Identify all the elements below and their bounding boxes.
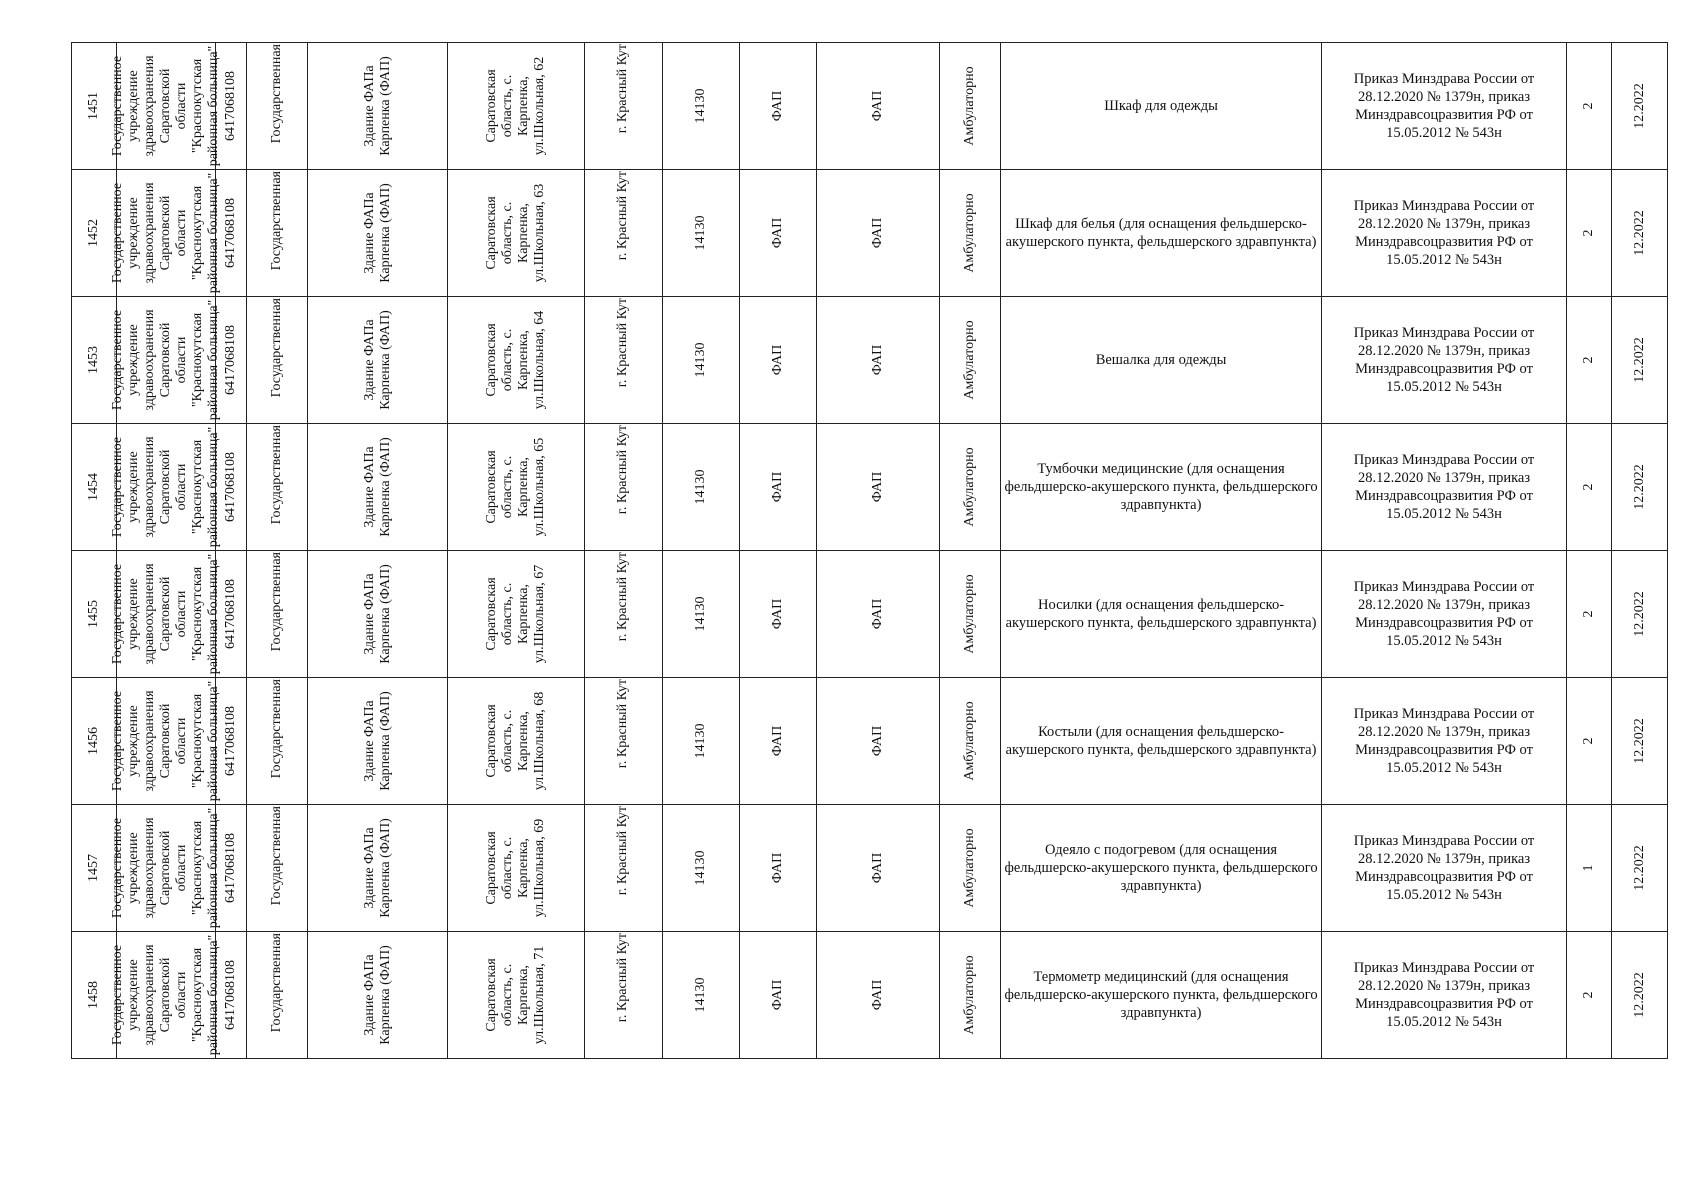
table-row bbox=[72, 43, 1668, 170]
building-cell bbox=[308, 678, 448, 805]
date-cell bbox=[1612, 551, 1668, 678]
subdivision-type-cell-text: ФАП bbox=[870, 471, 886, 503]
address-cell-text: Саратовская область, с. Карпенка, ул.Школьная, 67 bbox=[484, 564, 548, 664]
organization-cell-text: Государственное учреждение здравоохранения Саратовской области "Краснокутская районная больница" bbox=[109, 807, 221, 929]
equipment-name-cell: Носилки (для оснащения фельдшерско-акушерского пункта, фельдшерского здравпункта) bbox=[1000, 551, 1321, 678]
ownership-cell bbox=[247, 424, 308, 551]
address-cell bbox=[447, 551, 584, 678]
code-cell-text: 14130 bbox=[692, 215, 708, 251]
date-cell bbox=[1612, 932, 1668, 1059]
city-cell-text: г. Красный Кут bbox=[615, 44, 631, 134]
facility-type-cell-text: ФАП bbox=[770, 90, 786, 122]
address-cell-text: Саратовская область, с. Карпенка, ул.Школьная, 71 bbox=[484, 945, 548, 1045]
inn-cell-text: 6417068108 bbox=[222, 71, 238, 141]
facility-type-cell bbox=[739, 805, 816, 932]
subdivision-type-cell-text: ФАП bbox=[870, 598, 886, 630]
legal-basis-cell: Приказ Минздрава России от 28.12.2020 № 1379н, приказ Минздравсоцразвития РФ от 15.05.2012 № 543н bbox=[1322, 170, 1567, 297]
row-number-cell-text: 1452 bbox=[86, 219, 102, 247]
table-row bbox=[72, 932, 1668, 1059]
facility-type-cell-text: ФАП bbox=[770, 217, 786, 249]
quantity-cell bbox=[1566, 170, 1611, 297]
date-cell-text: 12.2022 bbox=[1631, 591, 1647, 637]
ownership-cell-text: Государственная bbox=[269, 806, 285, 906]
care-form-cell bbox=[939, 678, 1000, 805]
legal-basis-cell: Приказ Минздрава России от 28.12.2020 № 1379н, приказ Минздравсоцразвития РФ от 15.05.2012 № 543н bbox=[1322, 297, 1567, 424]
facility-type-cell bbox=[739, 424, 816, 551]
care-form-cell bbox=[939, 170, 1000, 297]
organization-cell-text: Государственное учреждение здравоохранения Саратовской области "Краснокутская районная больница" bbox=[109, 426, 221, 548]
row-number-cell-text: 1458 bbox=[86, 981, 102, 1009]
care-form-cell bbox=[939, 805, 1000, 932]
ownership-cell-text: Государственная bbox=[269, 679, 285, 779]
address-cell bbox=[447, 43, 584, 170]
facility-type-cell-text: ФАП bbox=[770, 725, 786, 757]
date-cell-text: 12.2022 bbox=[1631, 718, 1647, 764]
code-cell bbox=[662, 424, 739, 551]
equipment-registry-table bbox=[71, 42, 1668, 1059]
care-form-cell-text: Амбулаторно bbox=[961, 955, 977, 1035]
care-form-cell-text: Амбулаторно bbox=[961, 193, 977, 273]
address-cell bbox=[447, 297, 584, 424]
subdivision-type-cell bbox=[817, 805, 939, 932]
quantity-cell bbox=[1566, 424, 1611, 551]
building-cell bbox=[308, 805, 448, 932]
building-cell bbox=[308, 43, 448, 170]
subdivision-type-cell bbox=[817, 297, 939, 424]
quantity-cell-text: 2 bbox=[1581, 483, 1597, 491]
inn-cell-text: 6417068108 bbox=[222, 833, 238, 903]
subdivision-type-cell bbox=[817, 551, 939, 678]
subdivision-type-cell bbox=[817, 678, 939, 805]
ownership-cell bbox=[247, 170, 308, 297]
care-form-cell bbox=[939, 551, 1000, 678]
subdivision-type-cell bbox=[817, 932, 939, 1059]
address-cell-text: Саратовская область, с. Карпенка, ул.Школьная, 63 bbox=[484, 183, 548, 283]
inn-cell bbox=[215, 551, 246, 678]
building-cell-text: Здание ФАПа Карпенка (ФАП) bbox=[361, 183, 393, 283]
ownership-cell-text: Государственная bbox=[269, 933, 285, 1033]
inn-cell bbox=[215, 297, 246, 424]
date-cell bbox=[1612, 678, 1668, 805]
care-form-cell-text: Амбулаторно bbox=[961, 320, 977, 400]
table-row bbox=[72, 170, 1668, 297]
city-cell-text: г. Красный Кут bbox=[615, 298, 631, 388]
organization-cell-text: Государственное учреждение здравоохранения Саратовской области "Краснокутская районная больница" bbox=[109, 299, 221, 421]
code-cell bbox=[662, 551, 739, 678]
ownership-cell-text: Государственная bbox=[269, 552, 285, 652]
building-cell-text: Здание ФАПа Карпенка (ФАП) bbox=[361, 818, 393, 918]
date-cell bbox=[1612, 805, 1668, 932]
facility-type-cell bbox=[739, 551, 816, 678]
care-form-cell-text: Амбулаторно bbox=[961, 828, 977, 908]
inn-cell-text: 6417068108 bbox=[222, 198, 238, 268]
city-cell bbox=[585, 424, 662, 551]
ownership-cell bbox=[247, 678, 308, 805]
building-cell bbox=[308, 297, 448, 424]
date-cell-text: 12.2022 bbox=[1631, 210, 1647, 256]
code-cell-text: 14130 bbox=[692, 977, 708, 1013]
table-body bbox=[72, 43, 1668, 1059]
date-cell bbox=[1612, 424, 1668, 551]
quantity-cell bbox=[1566, 805, 1611, 932]
care-form-cell bbox=[939, 424, 1000, 551]
building-cell-text: Здание ФАПа Карпенка (ФАП) bbox=[361, 564, 393, 664]
legal-basis-cell: Приказ Минздрава России от 28.12.2020 № 1379н, приказ Минздравсоцразвития РФ от 15.05.2012 № 543н bbox=[1322, 551, 1567, 678]
date-cell bbox=[1612, 170, 1668, 297]
inn-cell bbox=[215, 805, 246, 932]
legal-basis-cell: Приказ Минздрава России от 28.12.2020 № 1379н, приказ Минздравсоцразвития РФ от 15.05.2012 № 543н bbox=[1322, 678, 1567, 805]
equipment-name-cell: Шкаф для одежды bbox=[1000, 43, 1321, 170]
organization-cell bbox=[109, 424, 221, 551]
facility-type-cell-text: ФАП bbox=[770, 979, 786, 1011]
care-form-cell-text: Амбулаторно bbox=[961, 574, 977, 654]
table-row bbox=[72, 551, 1668, 678]
care-form-cell-text: Амбулаторно bbox=[961, 447, 977, 527]
facility-type-cell bbox=[739, 43, 816, 170]
equipment-name-cell: Костыли (для оснащения фельдшерско-акушерского пункта, фельдшерского здравпункта) bbox=[1000, 678, 1321, 805]
organization-cell-text: Государственное учреждение здравоохранения Саратовской области "Краснокутская районная больница" bbox=[109, 172, 221, 294]
address-cell-text: Саратовская область, с. Карпенка, ул.Школьная, 64 bbox=[484, 310, 548, 410]
equipment-name-cell: Шкаф для белья (для оснащения фельдшерско-акушерского пункта, фельдшерского здравпункта) bbox=[1000, 170, 1321, 297]
equipment-name-cell: Термометр медицинский (для оснащения фельдшерско-акушерского пункта, фельдшерского здравпункта) bbox=[1000, 932, 1321, 1059]
code-cell-text: 14130 bbox=[692, 596, 708, 632]
code-cell bbox=[662, 297, 739, 424]
city-cell bbox=[585, 297, 662, 424]
ownership-cell bbox=[247, 43, 308, 170]
code-cell bbox=[662, 43, 739, 170]
city-cell bbox=[585, 170, 662, 297]
date-cell-text: 12.2022 bbox=[1631, 972, 1647, 1018]
quantity-cell bbox=[1566, 297, 1611, 424]
city-cell-text: г. Красный Кут bbox=[615, 679, 631, 769]
address-cell-text: Саратовская область, с. Карпенка, ул.Школьная, 62 bbox=[484, 56, 548, 156]
address-cell-text: Саратовская область, с. Карпенка, ул.Школьная, 68 bbox=[484, 691, 548, 791]
code-cell-text: 14130 bbox=[692, 469, 708, 505]
table-row bbox=[72, 805, 1668, 932]
organization-cell bbox=[109, 805, 221, 932]
quantity-cell-text: 2 bbox=[1581, 102, 1597, 110]
address-cell bbox=[447, 424, 584, 551]
facility-type-cell-text: ФАП bbox=[770, 344, 786, 376]
table-row bbox=[72, 424, 1668, 551]
equipment-name-cell: Вешалка для одежды bbox=[1000, 297, 1321, 424]
date-cell-text: 12.2022 bbox=[1631, 845, 1647, 891]
code-cell-text: 14130 bbox=[692, 88, 708, 124]
date-cell bbox=[1612, 297, 1668, 424]
date-cell-text: 12.2022 bbox=[1631, 337, 1647, 383]
row-number-cell-text: 1454 bbox=[86, 473, 102, 501]
subdivision-type-cell-text: ФАП bbox=[870, 852, 886, 884]
city-cell bbox=[585, 551, 662, 678]
code-cell bbox=[662, 170, 739, 297]
subdivision-type-cell-text: ФАП bbox=[870, 979, 886, 1011]
inn-cell bbox=[215, 170, 246, 297]
care-form-cell bbox=[939, 297, 1000, 424]
legal-basis-cell: Приказ Минздрава России от 28.12.2020 № 1379н, приказ Минздравсоцразвития РФ от 15.05.2012 № 543н bbox=[1322, 805, 1567, 932]
quantity-cell-text: 2 bbox=[1581, 610, 1597, 618]
inn-cell bbox=[215, 932, 246, 1059]
inn-cell bbox=[215, 424, 246, 551]
row-number-cell-text: 1451 bbox=[86, 92, 102, 120]
city-cell-text: г. Красный Кут bbox=[615, 806, 631, 896]
building-cell bbox=[308, 170, 448, 297]
inn-cell-text: 6417068108 bbox=[222, 325, 238, 395]
organization-cell-text: Государственное учреждение здравоохранения Саратовской области "Краснокутская районная больница" bbox=[109, 680, 221, 802]
city-cell bbox=[585, 805, 662, 932]
building-cell-text: Здание ФАПа Карпенка (ФАП) bbox=[361, 310, 393, 410]
city-cell-text: г. Красный Кут bbox=[615, 171, 631, 261]
inn-cell bbox=[215, 678, 246, 805]
building-cell-text: Здание ФАПа Карпенка (ФАП) bbox=[361, 437, 393, 537]
address-cell-text: Саратовская область, с. Карпенка, ул.Школьная, 69 bbox=[484, 818, 548, 918]
city-cell-text: г. Красный Кут bbox=[615, 425, 631, 515]
equipment-name-cell: Тумбочки медицинские (для оснащения фельдшерско-акушерского пункта, фельдшерского здравпункта) bbox=[1000, 424, 1321, 551]
equipment-name-cell: Одеяло с подогревом (для оснащения фельдшерско-акушерского пункта, фельдшерского здравпункта) bbox=[1000, 805, 1321, 932]
address-cell bbox=[447, 678, 584, 805]
address-cell bbox=[447, 170, 584, 297]
organization-cell-text: Государственное учреждение здравоохранения Саратовской области "Краснокутская районная больница" bbox=[109, 934, 221, 1056]
legal-basis-cell: Приказ Минздрава России от 28.12.2020 № 1379н, приказ Минздравсоцразвития РФ от 15.05.2012 № 543н bbox=[1322, 424, 1567, 551]
organization-cell bbox=[109, 43, 221, 170]
ownership-cell-text: Государственная bbox=[269, 171, 285, 271]
ownership-cell bbox=[247, 805, 308, 932]
care-form-cell bbox=[939, 43, 1000, 170]
ownership-cell bbox=[247, 932, 308, 1059]
city-cell-text: г. Красный Кут bbox=[615, 552, 631, 642]
building-cell-text: Здание ФАПа Карпенка (ФАП) bbox=[361, 56, 393, 156]
table-row bbox=[72, 678, 1668, 805]
address-cell bbox=[447, 932, 584, 1059]
ownership-cell-text: Государственная bbox=[269, 298, 285, 398]
care-form-cell bbox=[939, 932, 1000, 1059]
organization-cell-text: Государственное учреждение здравоохранения Саратовской области "Краснокутская районная больница" bbox=[109, 45, 221, 167]
date-cell bbox=[1612, 43, 1668, 170]
subdivision-type-cell bbox=[817, 43, 939, 170]
code-cell bbox=[662, 678, 739, 805]
facility-type-cell bbox=[739, 297, 816, 424]
address-cell bbox=[447, 805, 584, 932]
facility-type-cell bbox=[739, 932, 816, 1059]
facility-type-cell bbox=[739, 170, 816, 297]
building-cell bbox=[308, 424, 448, 551]
inn-cell-text: 6417068108 bbox=[222, 960, 238, 1030]
subdivision-type-cell bbox=[817, 170, 939, 297]
address-cell-text: Саратовская область, с. Карпенка, ул.Школьная, 65 bbox=[484, 437, 548, 537]
inn-cell-text: 6417068108 bbox=[222, 706, 238, 776]
code-cell bbox=[662, 932, 739, 1059]
subdivision-type-cell-text: ФАП bbox=[870, 90, 886, 122]
date-cell-text: 12.2022 bbox=[1631, 464, 1647, 510]
quantity-cell bbox=[1566, 932, 1611, 1059]
ownership-cell-text: Государственная bbox=[269, 425, 285, 525]
code-cell bbox=[662, 805, 739, 932]
subdivision-type-cell-text: ФАП bbox=[870, 217, 886, 249]
organization-cell bbox=[109, 932, 221, 1059]
city-cell bbox=[585, 932, 662, 1059]
facility-type-cell-text: ФАП bbox=[770, 598, 786, 630]
facility-type-cell-text: ФАП bbox=[770, 852, 786, 884]
organization-cell bbox=[109, 551, 221, 678]
care-form-cell-text: Амбулаторно bbox=[961, 701, 977, 781]
city-cell bbox=[585, 43, 662, 170]
quantity-cell-text: 2 bbox=[1581, 737, 1597, 745]
quantity-cell bbox=[1566, 678, 1611, 805]
building-cell-text: Здание ФАПа Карпенка (ФАП) bbox=[361, 691, 393, 791]
ownership-cell-text: Государственная bbox=[269, 44, 285, 144]
subdivision-type-cell-text: ФАП bbox=[870, 344, 886, 376]
code-cell-text: 14130 bbox=[692, 723, 708, 759]
ownership-cell bbox=[247, 297, 308, 424]
row-number-cell-text: 1456 bbox=[86, 727, 102, 755]
legal-basis-cell: Приказ Минздрава России от 28.12.2020 № 1379н, приказ Минздравсоцразвития РФ от 15.05.2012 № 543н bbox=[1322, 43, 1567, 170]
subdivision-type-cell bbox=[817, 424, 939, 551]
organization-cell bbox=[109, 297, 221, 424]
row-number-cell-text: 1453 bbox=[86, 346, 102, 374]
facility-type-cell bbox=[739, 678, 816, 805]
legal-basis-cell: Приказ Минздрава России от 28.12.2020 № 1379н, приказ Минздравсоцразвития РФ от 15.05.2012 № 543н bbox=[1322, 932, 1567, 1059]
row-number-cell-text: 1457 bbox=[86, 854, 102, 882]
facility-type-cell-text: ФАП bbox=[770, 471, 786, 503]
organization-cell bbox=[109, 678, 221, 805]
building-cell bbox=[308, 551, 448, 678]
inn-cell-text: 6417068108 bbox=[222, 579, 238, 649]
row-number-cell-text: 1455 bbox=[86, 600, 102, 628]
table-row bbox=[72, 297, 1668, 424]
quantity-cell-text: 2 bbox=[1581, 229, 1597, 237]
quantity-cell bbox=[1566, 43, 1611, 170]
city-cell bbox=[585, 678, 662, 805]
subdivision-type-cell-text: ФАП bbox=[870, 725, 886, 757]
city-cell-text: г. Красный Кут bbox=[615, 933, 631, 1023]
ownership-cell bbox=[247, 551, 308, 678]
date-cell-text: 12.2022 bbox=[1631, 83, 1647, 129]
quantity-cell-text: 1 bbox=[1581, 864, 1597, 872]
care-form-cell-text: Амбулаторно bbox=[961, 66, 977, 146]
code-cell-text: 14130 bbox=[692, 850, 708, 886]
building-cell-text: Здание ФАПа Карпенка (ФАП) bbox=[361, 945, 393, 1045]
inn-cell-text: 6417068108 bbox=[222, 452, 238, 522]
quantity-cell bbox=[1566, 551, 1611, 678]
inn-cell bbox=[215, 43, 246, 170]
organization-cell-text: Государственное учреждение здравоохранения Саратовской области "Краснокутская районная больница" bbox=[109, 553, 221, 675]
organization-cell bbox=[109, 170, 221, 297]
building-cell bbox=[308, 932, 448, 1059]
code-cell-text: 14130 bbox=[692, 342, 708, 378]
quantity-cell-text: 2 bbox=[1581, 991, 1597, 999]
quantity-cell-text: 2 bbox=[1581, 356, 1597, 364]
